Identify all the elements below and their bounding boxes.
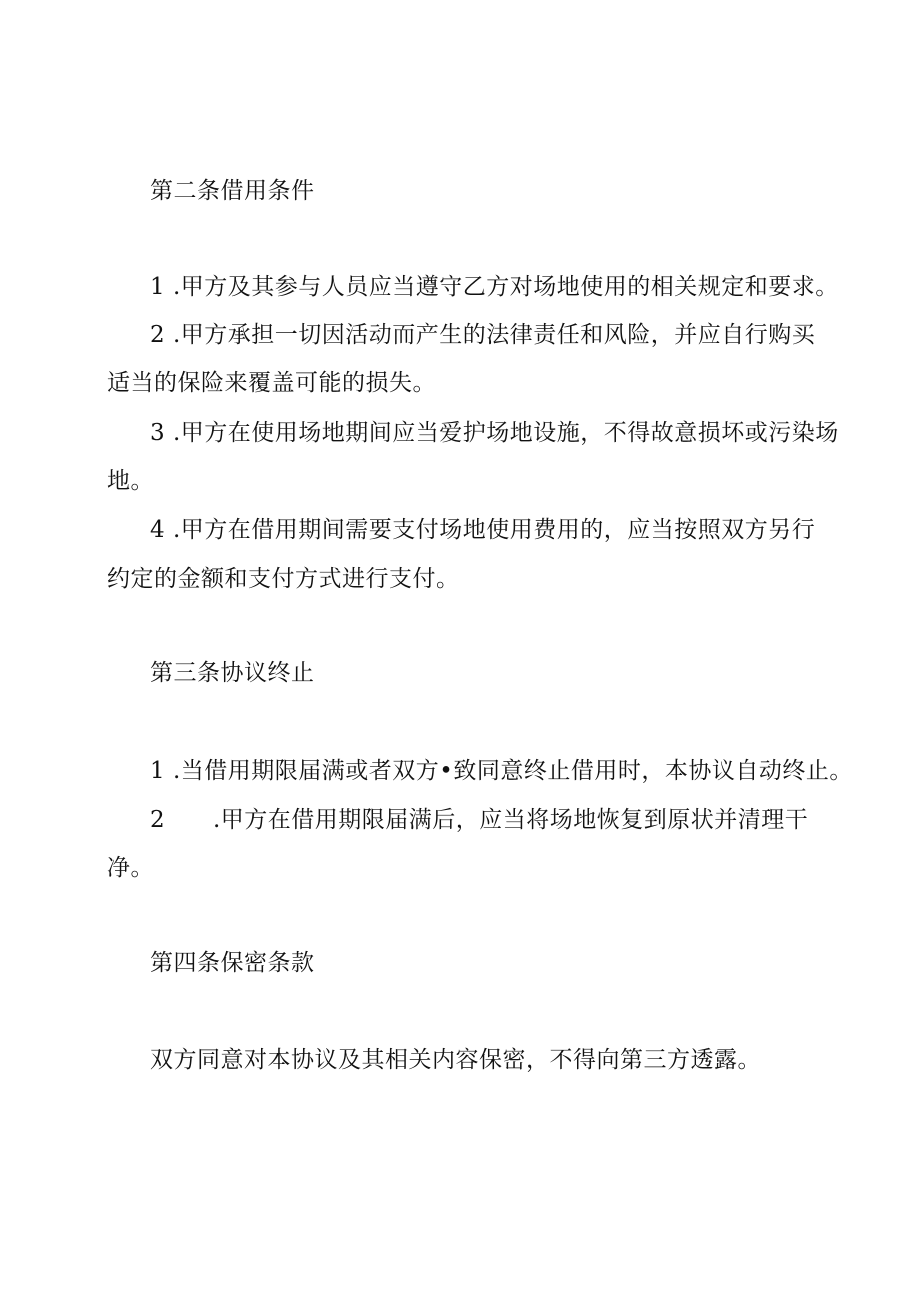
clause-3-2-continuation: 净。: [107, 855, 154, 881]
clause-text: .当借用期限届满或者双方•致同意终止借用时，本协议自动终止。: [172, 758, 853, 784]
clause-text: .甲方承担一切因活动而产生的法律责任和风险，并应自行购买: [172, 322, 816, 348]
clause-number: 1: [150, 274, 166, 300]
clause-2-1: [150, 272, 870, 302]
clause-number: 4: [150, 517, 166, 543]
clause-3-1: [150, 756, 870, 786]
clause-2-2: [150, 320, 870, 350]
clause-number: 1: [150, 758, 166, 784]
clause-2-3-continuation: 地。: [107, 468, 154, 494]
clause-3-2: [150, 805, 870, 835]
section-heading-4: 第四条保密条款: [150, 950, 315, 976]
clause-2-4-continuation: 约定的金额和支付方式进行支付。: [107, 566, 460, 592]
section-heading-2: 第二条借用条件: [150, 178, 315, 204]
clause-text: .甲方在借用期间需要支付场地使用费用的，应当按照双方另行: [172, 517, 816, 543]
clause-number: 2: [150, 807, 166, 833]
clause-text: .甲方及其参与人员应当遵守乙方对场地使用的相关规定和要求。: [172, 274, 839, 300]
clause-text: .甲方在使用场地期间应当爱护场地设施，不得故意损坏或污染场: [172, 420, 839, 446]
clause-2-4: [150, 515, 870, 545]
clause-2-2-continuation: 适当的保险来覆盖可能的损失。: [107, 370, 436, 396]
confidentiality-paragraph: 双方同意对本协议及其相关内容保密，不得向第三方透露。: [150, 1047, 761, 1073]
clause-number: 3: [150, 420, 166, 446]
clause-number: 2: [150, 322, 166, 348]
section-heading-3: 第三条协议终止: [150, 660, 315, 686]
clause-text: .甲方在借用期限届满后，应当将场地恢复到原状并清理干: [212, 807, 809, 833]
clause-2-3: [150, 418, 870, 448]
